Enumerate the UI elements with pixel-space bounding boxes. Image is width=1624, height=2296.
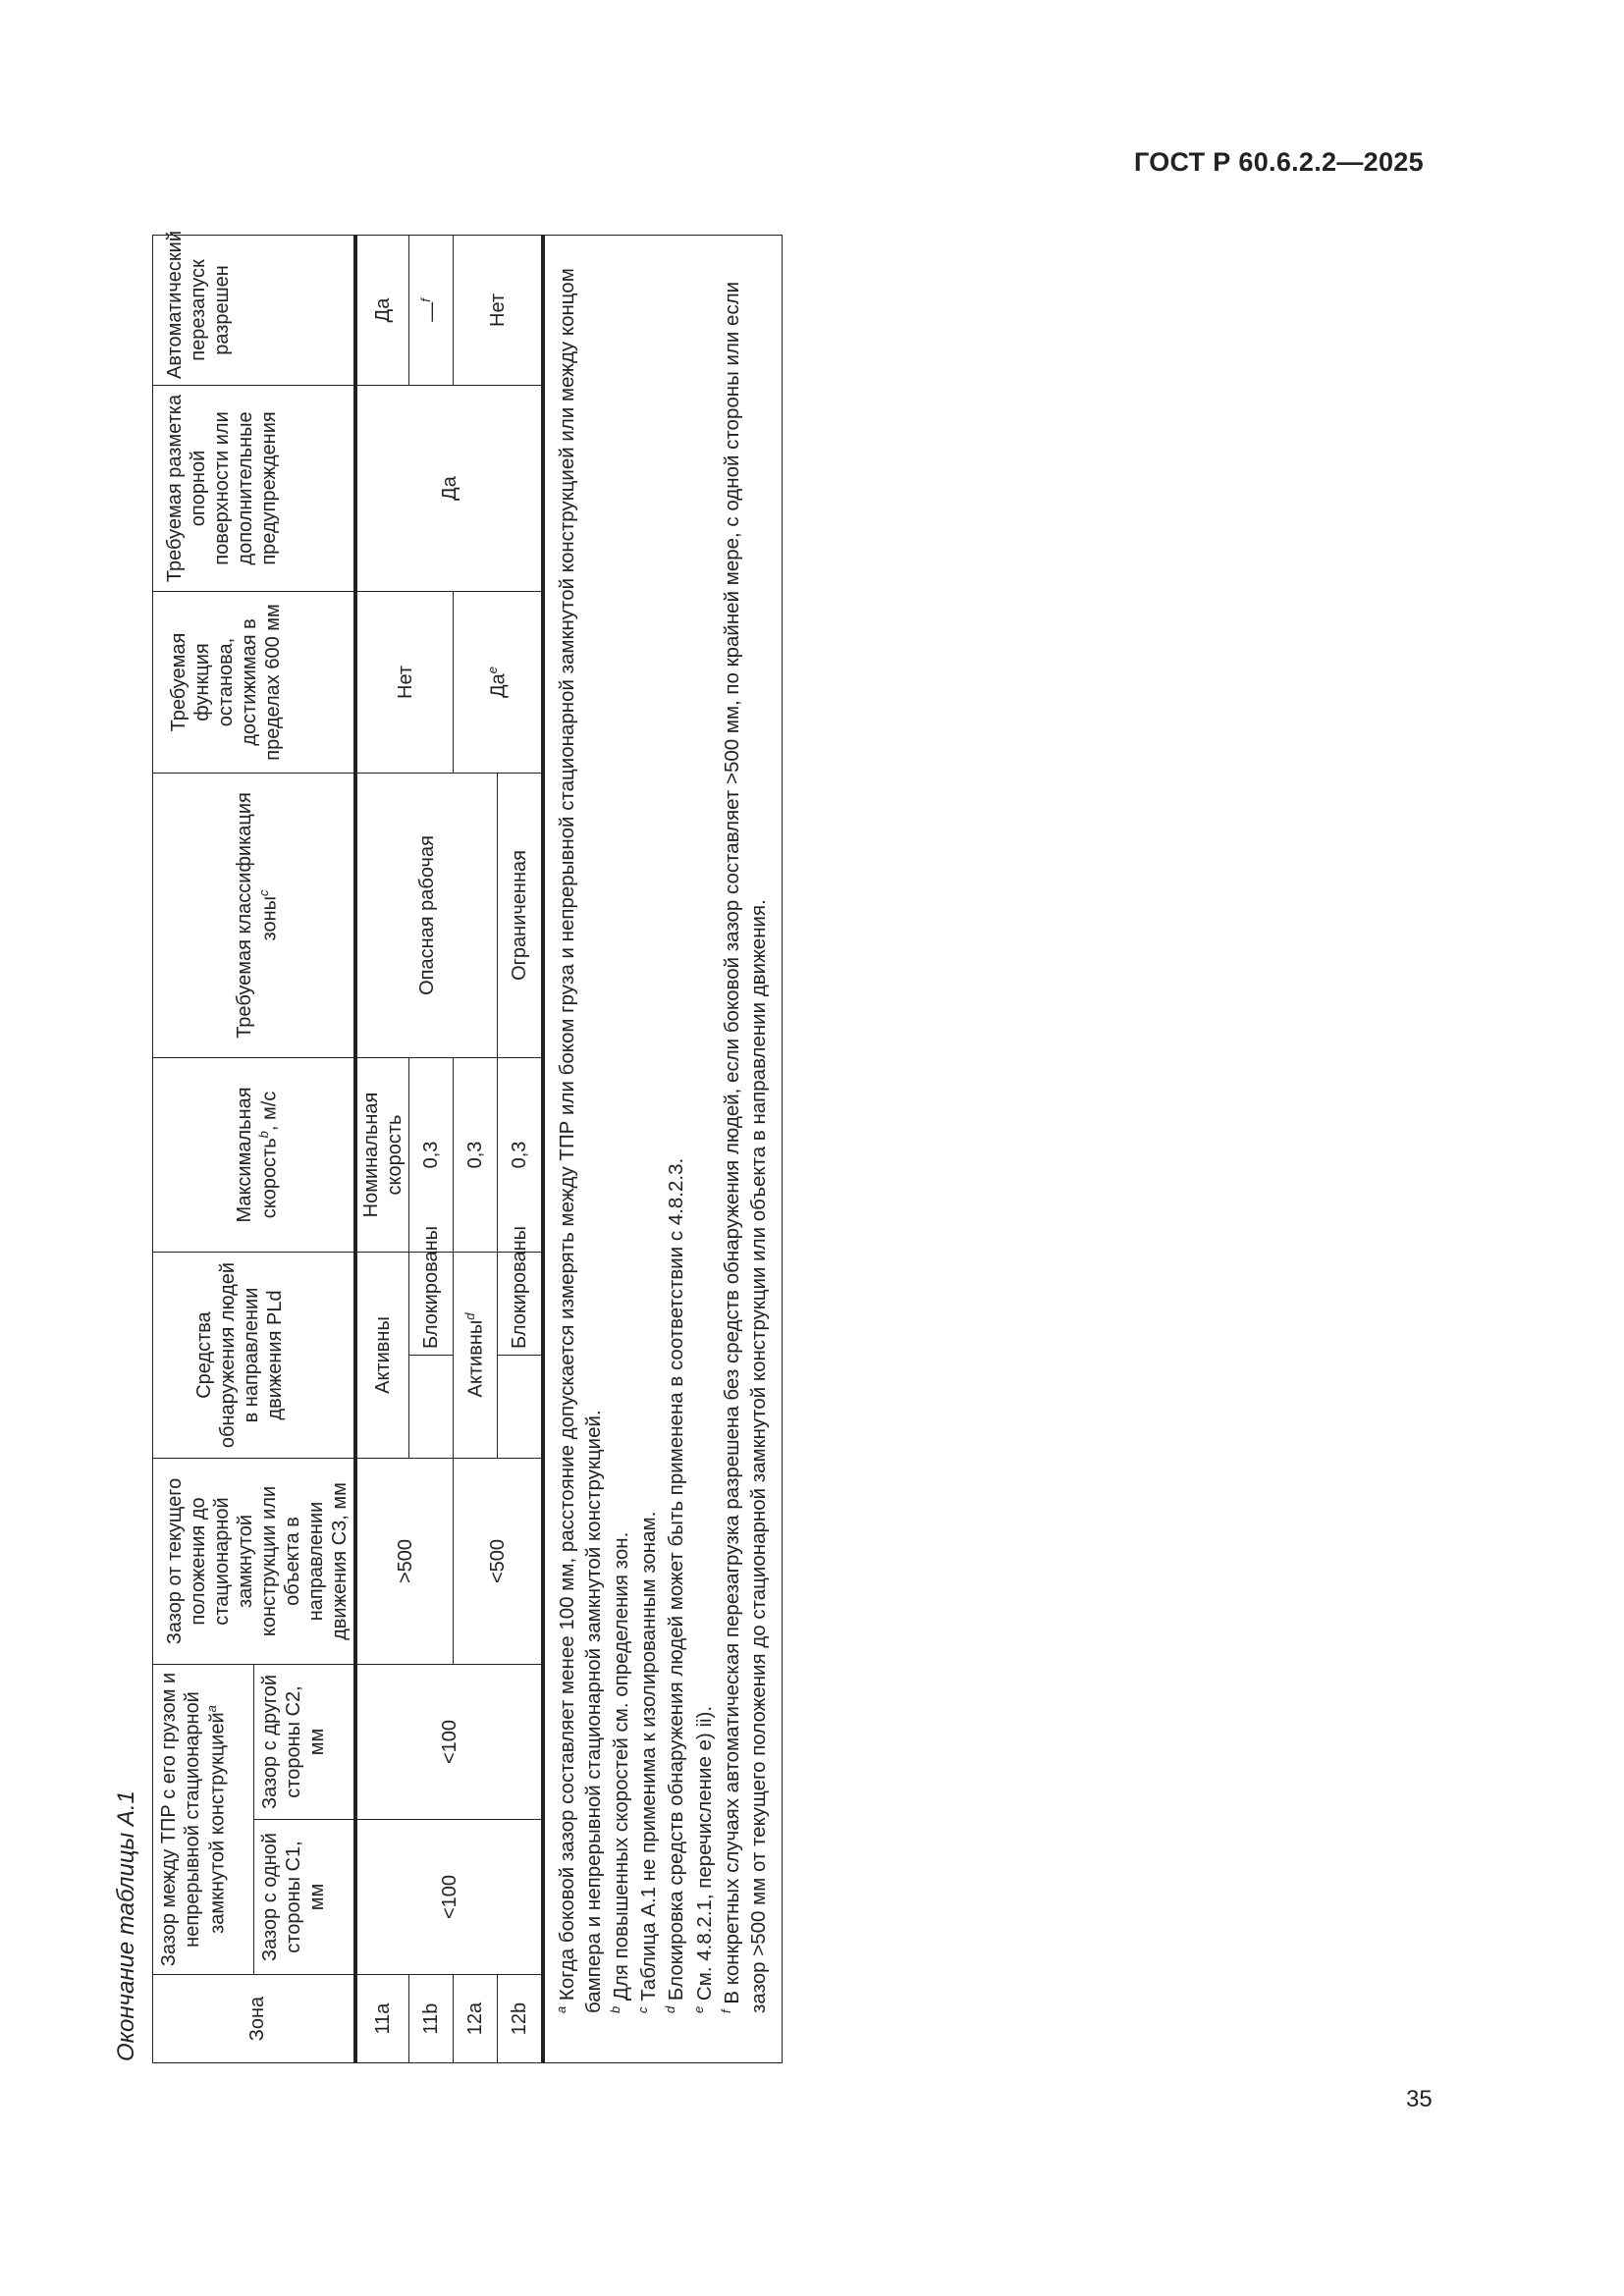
marking-cell: Да xyxy=(355,385,543,591)
page-number: 35 xyxy=(1406,2086,1433,2112)
table-a1 xyxy=(152,230,783,2063)
stop-function-cell: $Да^e$ xyxy=(454,591,544,773)
zone-cell: 12a xyxy=(454,1975,498,2063)
gap-c3-cell: <500 xyxy=(454,1458,544,1664)
header-gap-c2: Зазор с другой стороны С2, мм xyxy=(254,1664,355,1819)
spacer-cell xyxy=(409,1355,454,1458)
detection-cell: Блокированы xyxy=(409,1252,454,1355)
zone-class-cell: Опасная рабочая xyxy=(355,773,498,1057)
header-max-speed: Максимальная скорость$^b$, м/с xyxy=(153,1057,356,1252)
zone-cell: 11a xyxy=(355,1975,409,2063)
footnotes-cell xyxy=(543,235,782,2062)
speed-cell: 0,3 xyxy=(409,1057,454,1252)
detection-cell: Блокированы xyxy=(498,1252,544,1355)
auto-restart-cell: Нет xyxy=(454,235,544,385)
spacer-cell xyxy=(498,1355,544,1458)
footnote-a: $^a$ Когда боковой зазор составляет менее 100 мм, расстояние допускается измерять между ТПР или боком груза и непрерывной стационарной замкнутой конструкцией или между концом бампера и непрерывной стационарной замкнутой конструкцией. xyxy=(554,268,606,2013)
table-caption: Окончание таблицы А.1 xyxy=(113,1790,139,2061)
zone-class-cell: Ограниченная xyxy=(498,773,544,1057)
header-gap-c1: Зазор с одной стороны С1, мм xyxy=(254,1820,355,1975)
detection-cell: Активны$^d$ xyxy=(454,1252,498,1458)
footnote-f: $^f$ В конкретных случаях автоматическая перезагрузка разрешена без средств обнаружения людей, если боковой зазор составляет >500 мм, по крайней мере, с одной стороны или если зазор >500 мм от текущего положения до стационарной замкнутой конструкции или объекта в направлении движения. xyxy=(718,281,770,2013)
table-row xyxy=(355,235,409,2062)
stop-function-cell: Нет xyxy=(355,591,454,773)
header-stop-function: Требуемая функция останова, достижимая в пределах 600 мм xyxy=(153,591,356,773)
footnotes-row xyxy=(543,235,782,2062)
header-zone-class: Требуемая классификация зоны$^c$ xyxy=(153,773,356,1057)
header-auto-restart: Автоматический перезапуск разрешен xyxy=(153,235,356,385)
standard-code: ГОСТ Р 60.6.2.2—2025 xyxy=(1134,147,1424,177)
zone-cell: 12b xyxy=(498,1975,544,2063)
gap-c1-cell: <100 xyxy=(355,1820,543,1975)
footnote-d: $^d$ Блокировка средств обнаружения людей может быть применена в соответствии с 4.8.2.3. xyxy=(663,1157,688,2013)
gap-c3-cell: >500 xyxy=(355,1458,454,1664)
zone-cell: 11b xyxy=(409,1975,454,2063)
speed-cell: Номинальная скорость xyxy=(355,1057,409,1252)
footnote-c: $^c$ Таблица А.1 не применима к изолированным зонам. xyxy=(635,1511,661,2013)
header-zone: Зона xyxy=(153,1975,356,2063)
header-detection: Средства обнаружения людей в направлении движения PLd xyxy=(153,1252,356,1458)
auto-restart-cell: Да xyxy=(355,235,409,385)
footnote-b: $^b$ Для повышенных скоростей см. определения зон. xyxy=(608,1531,633,2013)
auto-restart-cell: —$^f$ xyxy=(409,235,454,385)
speed-cell: 0,3 xyxy=(454,1057,498,1252)
footnote-e: $^e$ См. 4.8.2.1, перечисление е) ii). xyxy=(690,1705,716,2013)
header-gap-c3: Зазор от текущего положения до стационарной замкнутой конструкции или объекта в направлении движения С3, мм xyxy=(153,1458,356,1664)
rotated-table-block xyxy=(113,230,839,2081)
gap-c2-cell: <100 xyxy=(355,1664,543,1819)
header-marking: Требуемая разметка опорной поверхности или дополнительные предупреждения xyxy=(153,385,356,591)
header-gap-group: Зазор между ТПР с его грузом и непрерывной стационарной замкнутой конструкцией$^a$ xyxy=(153,1664,254,1974)
detection-cell: Активны xyxy=(355,1252,409,1458)
speed-cell: 0,3 xyxy=(498,1057,544,1252)
